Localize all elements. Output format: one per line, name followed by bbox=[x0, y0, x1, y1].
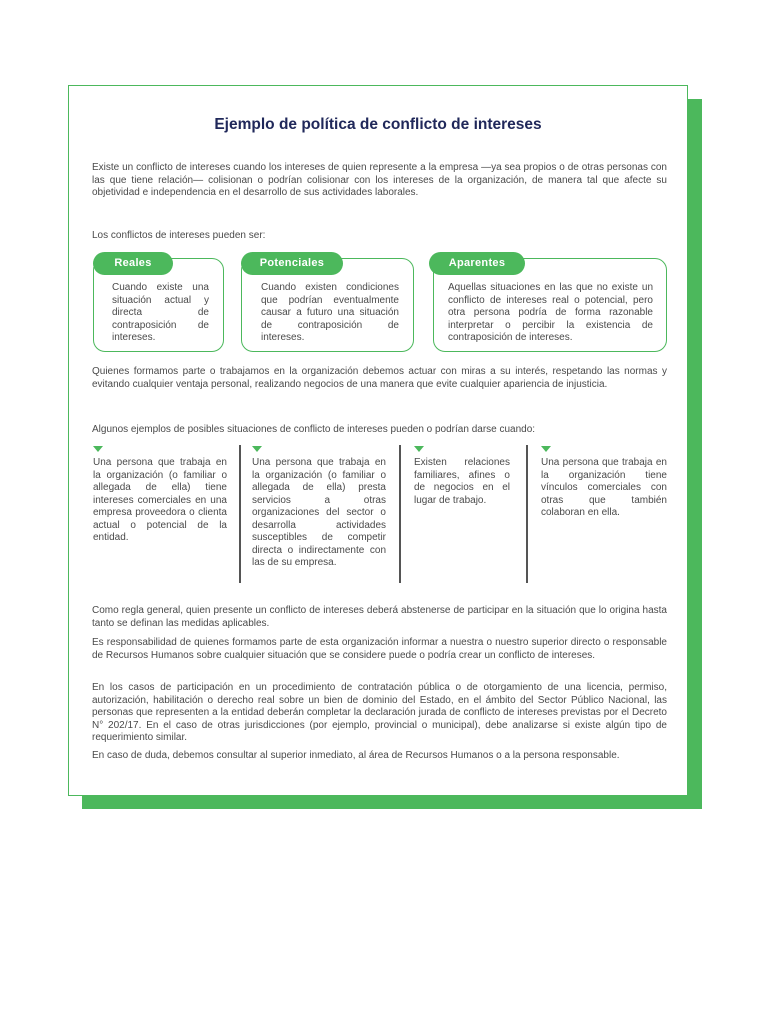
example-divider bbox=[239, 445, 241, 583]
intro-paragraph: Existe un conflicto de intereses cuando los intereses de quien represente a la empresa —ya sea propios o de otras personas con las que tiene relación— colisionan o podrían colisionar con los intereses de la organización, de manera tal que afecte su objetividad e independencia en el desarrollo de sus actividades laborales. bbox=[92, 162, 667, 198]
example-arrow-icon bbox=[252, 446, 262, 452]
example-divider bbox=[526, 445, 528, 583]
public-sector-paragraph: En los casos de participación en un procedimiento de contratación pública o de otorgamiento de una licencia, permiso, autorización, habilitación o derecho real sobre un bien de dominio del Estado, en el ámbito del Sector Público Nacional, las personas que representen a la entidad deberán completar la declaración jurada de conflicto de intereses previstas por el Decreto N° 202/17. En el caso de otras jurisdicciones (por ejemplo, provincial o municipal), debe analizarse si existe algún tipo de requerimiento similar. bbox=[92, 682, 667, 743]
examples-intro: Algunos ejemplos de posibles situaciones de conflicto de intereses pueden o podrían darse cuando: bbox=[92, 424, 536, 435]
example-arrow-icon bbox=[541, 446, 551, 452]
type-label-potenciales: Potenciales bbox=[241, 252, 343, 275]
example-item-1: Una persona que trabaja en la organización (o familiar o allegada de ella) tiene intereses comerciales en una empresa proveedora o clienta actual o potencial de la entidad. bbox=[93, 457, 227, 543]
example-item-3: Existen relaciones familiares, afines o de negocios en el lugar de trabajo. bbox=[414, 457, 510, 506]
example-divider bbox=[399, 445, 401, 583]
type-label-reales: Reales bbox=[93, 252, 173, 275]
example-item-4: Una persona que trabaja en la organización tiene vínculos comerciales con otras que también colaboran en ella. bbox=[541, 457, 667, 518]
commitment-paragraph: Quienes formamos parte o trabajamos en la organización debemos actuar con miras a su interés, respetando las normas y evitando cualquier ventaja personal, realizando negocios de una manera que evite cualquier apariencia de injusticia. bbox=[92, 366, 667, 390]
responsibility-paragraph: Es responsabilidad de quienes formamos parte de esta organización informar a nuestra o nuestro superior directo o responsable de Recursos Humanos sobre cualquier situación que se considere puede o podría crear un conflicto de intereses. bbox=[92, 637, 667, 661]
types-intro: Los conflictos de intereses pueden ser: bbox=[92, 230, 266, 241]
doubt-paragraph: En caso de duda, debemos consultar al superior inmediato, al área de Recursos Humanos o a la persona responsable. bbox=[92, 750, 620, 761]
example-arrow-icon bbox=[414, 446, 424, 452]
type-text-aparentes: Aquellas situaciones en las que no existe un conflicto de intereses real o potencial, pero otra persona podría de forma razonable interpretar o percibir la existencia de contraposición de intereses. bbox=[448, 282, 653, 343]
type-text-reales: Cuando existe una situación actual y directa de contraposición de intereses. bbox=[112, 282, 209, 343]
example-arrow-icon bbox=[93, 446, 103, 452]
page-title: Ejemplo de política de conflicto de intereses bbox=[214, 116, 542, 133]
rule-paragraph: Como regla general, quien presente un conflicto de intereses deberá abstenerse de participar en la situación que lo origina hasta tanto se definan las medidas aplicables. bbox=[92, 605, 667, 629]
type-text-potenciales: Cuando existen condiciones que podrían eventualmente causar a futuro una situación de contraposición de intereses. bbox=[261, 282, 399, 343]
example-item-2: Una persona que trabaja en la organización (o familiar o allegada de ella) presta servicios a otras organizaciones del sector o desarrolla actividades susceptibles de competir directa o indirectamente con las de su empresa. bbox=[252, 457, 386, 568]
policy-card bbox=[68, 85, 688, 796]
type-label-aparentes: Aparentes bbox=[429, 252, 525, 275]
